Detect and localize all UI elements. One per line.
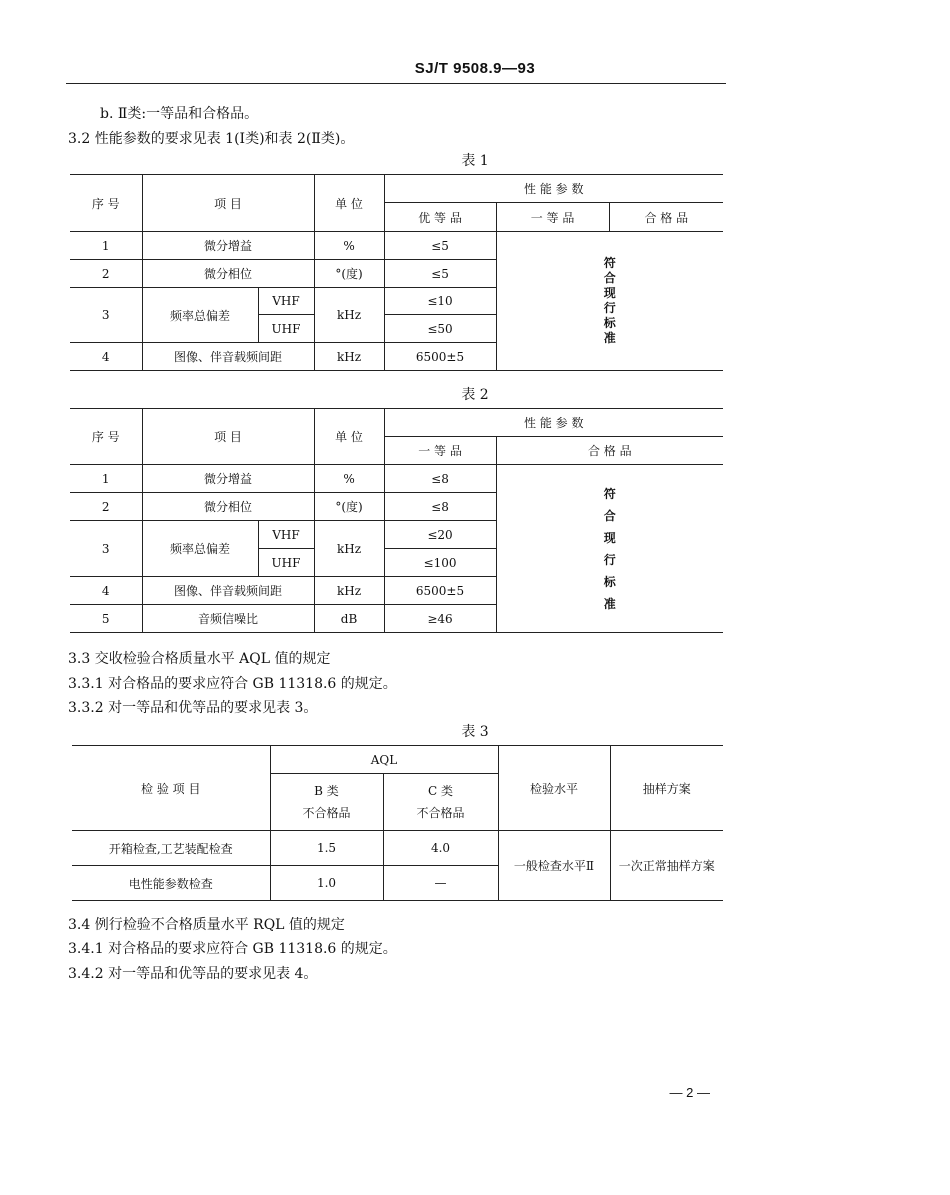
header-rule <box>66 83 726 84</box>
table1-row-unit: °(度) <box>314 260 384 288</box>
paragraph-3-4-1: 3.4.1 对合格品的要求应符合 GB 11318.6 的规定。 <box>68 941 397 957</box>
table2-row-unit: % <box>314 465 384 493</box>
table1-row-unit: kHz <box>314 288 384 343</box>
table2-row-value: ≤100 <box>384 549 496 577</box>
table2-row-value: ≤8 <box>384 493 496 521</box>
paragraph-b: b. Ⅱ类:一等品和合格品。 <box>100 106 259 122</box>
table2-merged-note: 符合现行标准 <box>603 486 616 611</box>
table1-row-unit: kHz <box>314 343 384 371</box>
table2-row-unit: °(度) <box>314 493 384 521</box>
table3-header-aql: AQL <box>270 746 498 774</box>
table2-row-seq: 2 <box>70 493 142 521</box>
table1-merged-note: 符合现行标准 <box>603 256 616 345</box>
table3-row-item: 开箱检查,工艺装配检查 <box>72 831 270 866</box>
table1-header-first-grade: 一 等 品 <box>496 203 609 232</box>
table3-header-class-c-line2: 不合格品 <box>416 806 465 820</box>
table3-header-inspection-level: 检验水平 <box>498 746 610 831</box>
table2-row-value: ≤8 <box>384 465 496 493</box>
table3-caption: 表 3 <box>461 724 489 740</box>
table1-row-value: ≤50 <box>384 315 496 343</box>
table1-header-excellent: 优 等 品 <box>384 203 496 232</box>
table1-row-value: ≤5 <box>384 260 496 288</box>
table1-row-value: 6500±5 <box>384 343 496 371</box>
paragraph-3-2: 3.2 性能参数的要求见表 1(Ⅰ类)和表 2(Ⅱ类)。 <box>68 131 355 147</box>
table1-caption: 表 1 <box>461 153 489 169</box>
table1-row-unit: % <box>314 232 384 260</box>
table1-row-item: 频率总偏差 <box>142 288 258 343</box>
table3-header-class-b-line1: B 类 <box>314 784 339 798</box>
table1-merged-note-cell <box>496 232 723 371</box>
table3-row-class-c: 4.0 <box>383 831 498 866</box>
table2-row-seq: 4 <box>70 577 142 605</box>
table3-header-class-b <box>270 774 383 831</box>
table2-row-item: 微分相位 <box>142 493 314 521</box>
table2-row-seq: 5 <box>70 605 142 633</box>
paragraph-3-3-2: 3.3.2 对一等品和优等品的要求见表 3。 <box>68 700 318 716</box>
table2-header-seq: 序 号 <box>70 409 142 465</box>
table1-row-subitem: UHF <box>258 315 314 343</box>
table2-row-unit: kHz <box>314 521 384 577</box>
table1-row-value: ≤5 <box>384 232 496 260</box>
table2-header-unit: 单 位 <box>314 409 384 465</box>
table2-header-qualified: 合 格 品 <box>496 437 723 465</box>
table3-row-class-c: — <box>383 866 498 901</box>
table3-header-class-b-line2: 不合格品 <box>302 806 351 820</box>
table2-header-performance: 性 能 参 数 <box>384 409 723 437</box>
table2-header-item: 项 目 <box>142 409 314 465</box>
paragraph-3-3: 3.3 交收检验合格质量水平 AQL 值的规定 <box>68 651 331 667</box>
table2-row-item: 微分增益 <box>142 465 314 493</box>
table2-row-item: 图像、伴音载频间距 <box>142 577 314 605</box>
table1-header-item: 项 目 <box>142 175 314 232</box>
table3-header-class-c <box>383 774 498 831</box>
table1-row-subitem: VHF <box>258 288 314 315</box>
table1-row-seq: 4 <box>70 343 142 371</box>
table1-header-seq: 序 号 <box>70 175 142 232</box>
table2-row-value: ≥46 <box>384 605 496 633</box>
table3-header-sampling-plan: 抽样方案 <box>610 746 723 831</box>
table1-header-performance: 性 能 参 数 <box>384 175 723 203</box>
table2-header-first-grade: 一 等 品 <box>384 437 496 465</box>
table2-row-seq: 1 <box>70 465 142 493</box>
page-number: — 2 — <box>669 1085 710 1100</box>
table1-row-item: 微分增益 <box>142 232 314 260</box>
table3 <box>72 745 723 901</box>
table2-row-item: 音频信噪比 <box>142 605 314 633</box>
table3-row-class-b: 1.0 <box>270 866 383 901</box>
table1-row-seq: 1 <box>70 232 142 260</box>
table2-row-subitem: UHF <box>258 549 314 577</box>
table2-caption: 表 2 <box>461 387 489 403</box>
table2-row-item: 频率总偏差 <box>142 521 258 577</box>
table1 <box>70 174 723 371</box>
table2-row-unit: dB <box>314 605 384 633</box>
table2-row-value: 6500±5 <box>384 577 496 605</box>
table2-merged-note-cell <box>496 465 723 633</box>
table1-row-item: 微分相位 <box>142 260 314 288</box>
paragraph-3-4-2: 3.4.2 对一等品和优等品的要求见表 4。 <box>68 966 318 982</box>
table1-header-qualified: 合 格 品 <box>609 203 723 232</box>
table1-row-seq: 3 <box>70 288 142 343</box>
table1-row-item: 图像、伴音载频间距 <box>142 343 314 371</box>
table2-row-value: ≤20 <box>384 521 496 549</box>
document-code-header: SJ/T 9508.9—93 <box>414 60 536 77</box>
table1-row-value: ≤10 <box>384 288 496 315</box>
table2-row-subitem: VHF <box>258 521 314 549</box>
table1-header-unit: 单 位 <box>314 175 384 232</box>
paragraph-3-3-1: 3.3.1 对合格品的要求应符合 GB 11318.6 的规定。 <box>68 676 397 692</box>
table2-row-unit: kHz <box>314 577 384 605</box>
table2 <box>70 408 723 633</box>
table3-row-item: 电性能参数检查 <box>72 866 270 901</box>
table3-inspection-level: 一般检查水平Ⅱ <box>498 831 610 901</box>
table1-row-seq: 2 <box>70 260 142 288</box>
table3-header-item: 检 验 项 目 <box>72 746 270 831</box>
table3-header-class-c-line1: C 类 <box>428 784 453 798</box>
table3-sampling-plan: 一次正常抽样方案 <box>610 831 723 901</box>
table3-row-class-b: 1.5 <box>270 831 383 866</box>
paragraph-3-4: 3.4 例行检验不合格质量水平 RQL 值的规定 <box>68 917 345 933</box>
table2-row-seq: 3 <box>70 521 142 577</box>
